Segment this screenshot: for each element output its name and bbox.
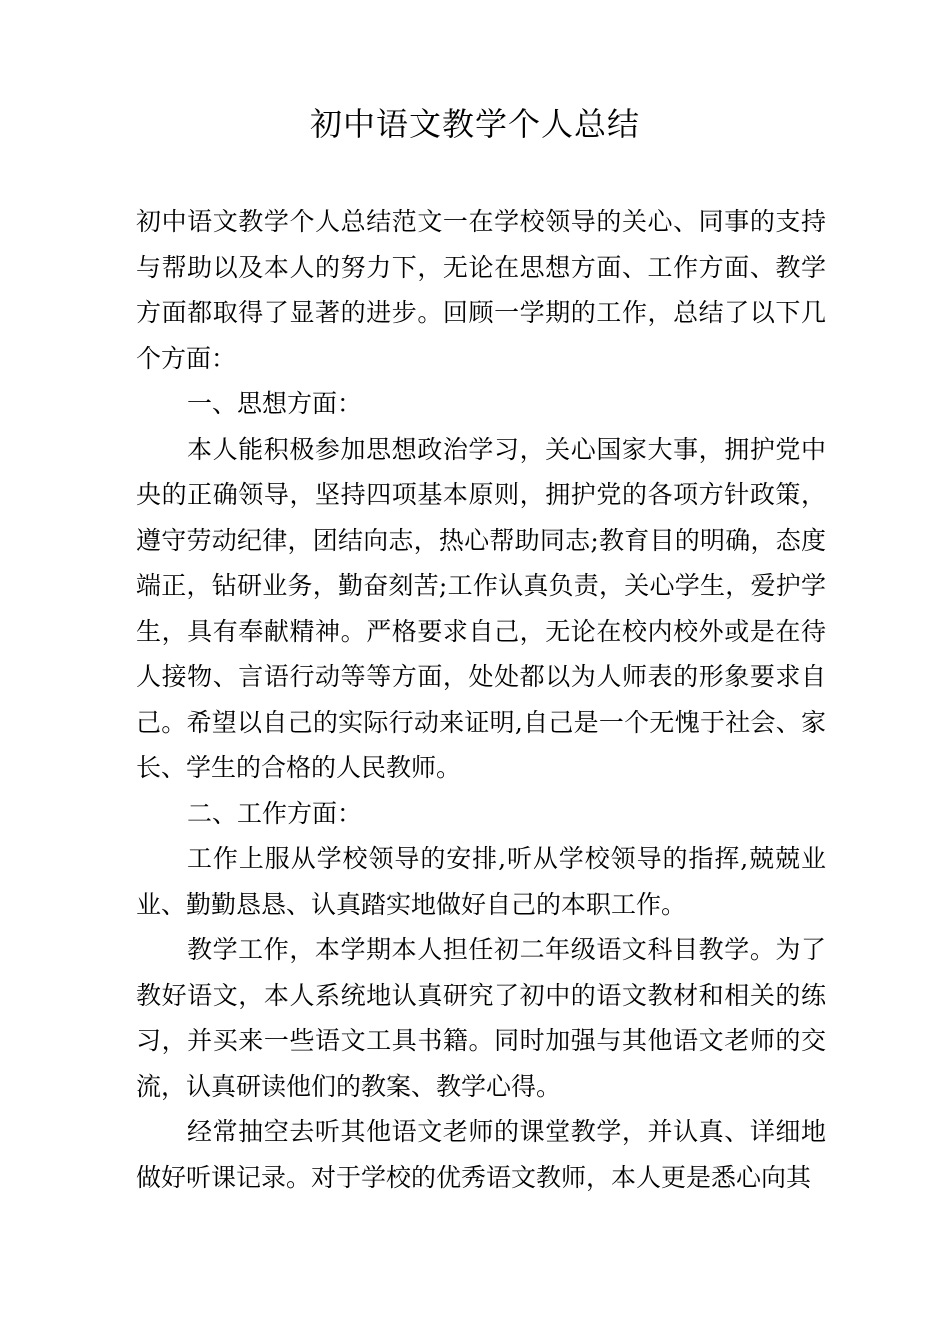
paragraph-intro: 初中语文教学个人总结范文一在学校领导的关心、同事的支持与帮助以及本人的努力下，无论在思想方面、工作方面、教学方面都取得了显著的进步。回顾一学期的工作，总结了以下几个方面： bbox=[136, 207, 826, 373]
paragraph-work: 工作上服从学校领导的安排,听从学校领导的指挥,兢兢业业、勤勤恳恳、认真踏实地做好自己的本职工作。 bbox=[136, 844, 826, 919]
paragraph-observation: 经常抽空去听其他语文老师的课堂教学，并认真、详细地做好听课记录。对于学校的优秀语文教师，本人更是悉心向其 bbox=[136, 1117, 826, 1192]
document-body bbox=[136, 199, 826, 1200]
heading-work: 二、工作方面： bbox=[187, 798, 363, 828]
paragraph-teaching: 教学工作，本学期本人担任初二年级语文科目教学。为了教好语文，本人系统地认真研究了初中的语文教材和相关的练习，并买来一些语文工具书籍。同时加强与其他语文老师的交流，认真研读他们的教案、教学心得。 bbox=[136, 935, 826, 1101]
heading-thought: 一、思想方面： bbox=[187, 389, 363, 418]
document-title: 初中语文教学个人总结 bbox=[309, 105, 640, 143]
paragraph-thought: 本人能积极参加思想政治学习，关心国家大事，拥护党中央的正确领导，坚持四项基本原则，拥护党的各项方针政策，遵守劳动纪律，团结向志，热心帮助同志;教育目的明确，态度端正，钻研业务，勤奋刻苦;工作认真负责，关心学生，爱护学生，具有奉献精神。严格要求自己，无论在校内校外或是在待人接物、言语行动等等方面，处处都以为人师表的形象要求自己。希望以自己的实际行动来证明,自己是一个无愧于社会、家长、学生的合格的人民教师。 bbox=[136, 434, 826, 782]
